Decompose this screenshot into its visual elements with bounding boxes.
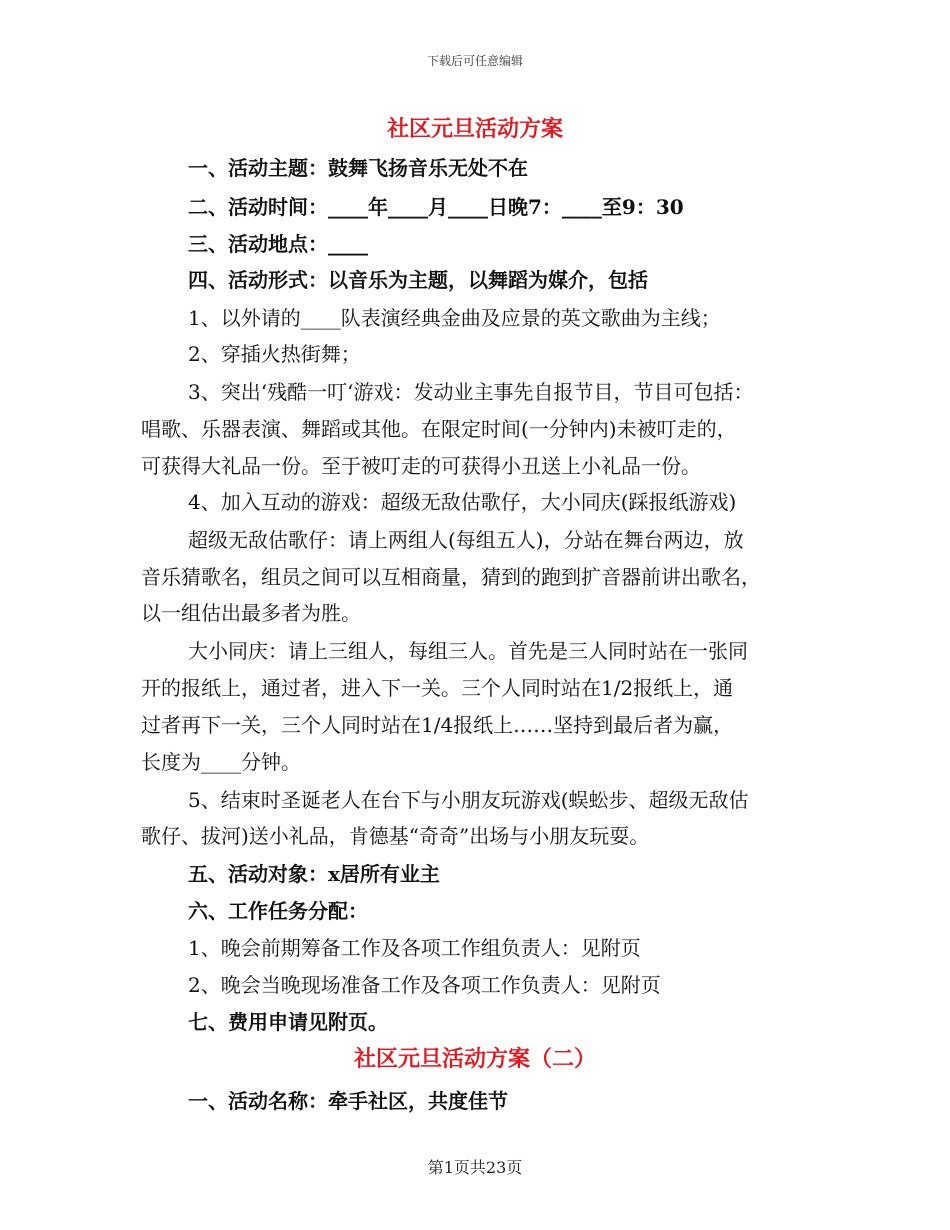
section-format: 四、活动形式：以音乐为主题，以舞蹈为媒介，包括	[188, 268, 648, 292]
paragraph-item-3-line-2: 唱歌、乐器表演、舞蹈或其他。在限定时间(一分钟内)未被叮走的，	[141, 417, 737, 441]
section-time: 二、活动时间：____年____月____日晚7：____至9：30	[188, 195, 684, 219]
paragraph-item-2: 2、穿插火热街舞；	[188, 342, 361, 366]
paragraph-item-4: 4、加入互动的游戏：超级无敌估歌仔，大小同庆(踩报纸游戏)	[188, 490, 737, 514]
paragraph-item-3-line-3: 可获得大礼品一份。至于被叮走的可获得小丑送上小礼品一份。	[141, 454, 701, 478]
game-2-line-3: 过者再下一关，三个人同时站在1/4报纸上……坚持到最后者为赢，	[141, 713, 734, 737]
paragraph-item-1: 1、以外请的____队表演经典金曲及应景的英文歌曲为主线；	[188, 306, 721, 330]
section-activity-name: 一、活动名称：牵手社区，共度佳节	[188, 1089, 508, 1113]
section-task-allocation: 六、工作任务分配：	[188, 899, 368, 923]
section-audience: 五、活动对象：x居所有业主	[188, 862, 440, 886]
task-item-1: 1、晚会前期筹备工作及各项工作组负责人：见附页	[188, 936, 641, 960]
document-title-2: 社区元旦活动方案（二）	[353, 1046, 596, 1072]
paragraph-item-5-line-2: 歌仔、拔河)送小礼品，肯德基“奇奇”出场与小朋友玩耍。	[141, 824, 650, 848]
task-item-2: 2、晚会当晚现场准备工作及各项工作负责人：见附页	[188, 973, 661, 997]
section-location: 三、活动地点：____	[188, 232, 368, 256]
game-1-line-3: 以一组估出最多者为胜。	[141, 601, 361, 625]
game-2-line-1: 大小同庆：请上三组人，每组三人。首先是三人同时站在一张同	[188, 639, 748, 663]
page-footer: 第1页共23页	[427, 1158, 523, 1177]
document-title: 社区元旦活动方案	[386, 116, 563, 142]
paragraph-item-5-line-1: 5、结束时圣诞老人在台下与小朋友玩游戏(蜈蚣步、超级无敌估	[188, 788, 749, 812]
game-2-line-4: 长度为____分钟。	[141, 750, 301, 774]
game-1-line-2: 音乐猜歌名，组员之间可以互相商量，猜到的跑到扩音器前讲出歌名，	[141, 565, 761, 589]
section-budget: 七、费用申请见附页。	[188, 1010, 388, 1034]
paragraph-item-3-line-1: 3、突出‘残酷一叮‘游戏：发动业主事先自报节目，节目可包括：	[188, 380, 754, 404]
section-theme: 一、活动主题：鼓舞飞扬音乐无处不在	[188, 156, 528, 180]
game-1-line-1: 超级无敌估歌仔：请上两组人(每组五人)，分站在舞台两边，放	[188, 528, 744, 552]
game-2-line-2: 开的报纸上，通过者，进入下一关。三个人同时站在1/2报纸上，通	[141, 676, 734, 700]
page-header: 下载后可任意编辑	[426, 54, 523, 68]
